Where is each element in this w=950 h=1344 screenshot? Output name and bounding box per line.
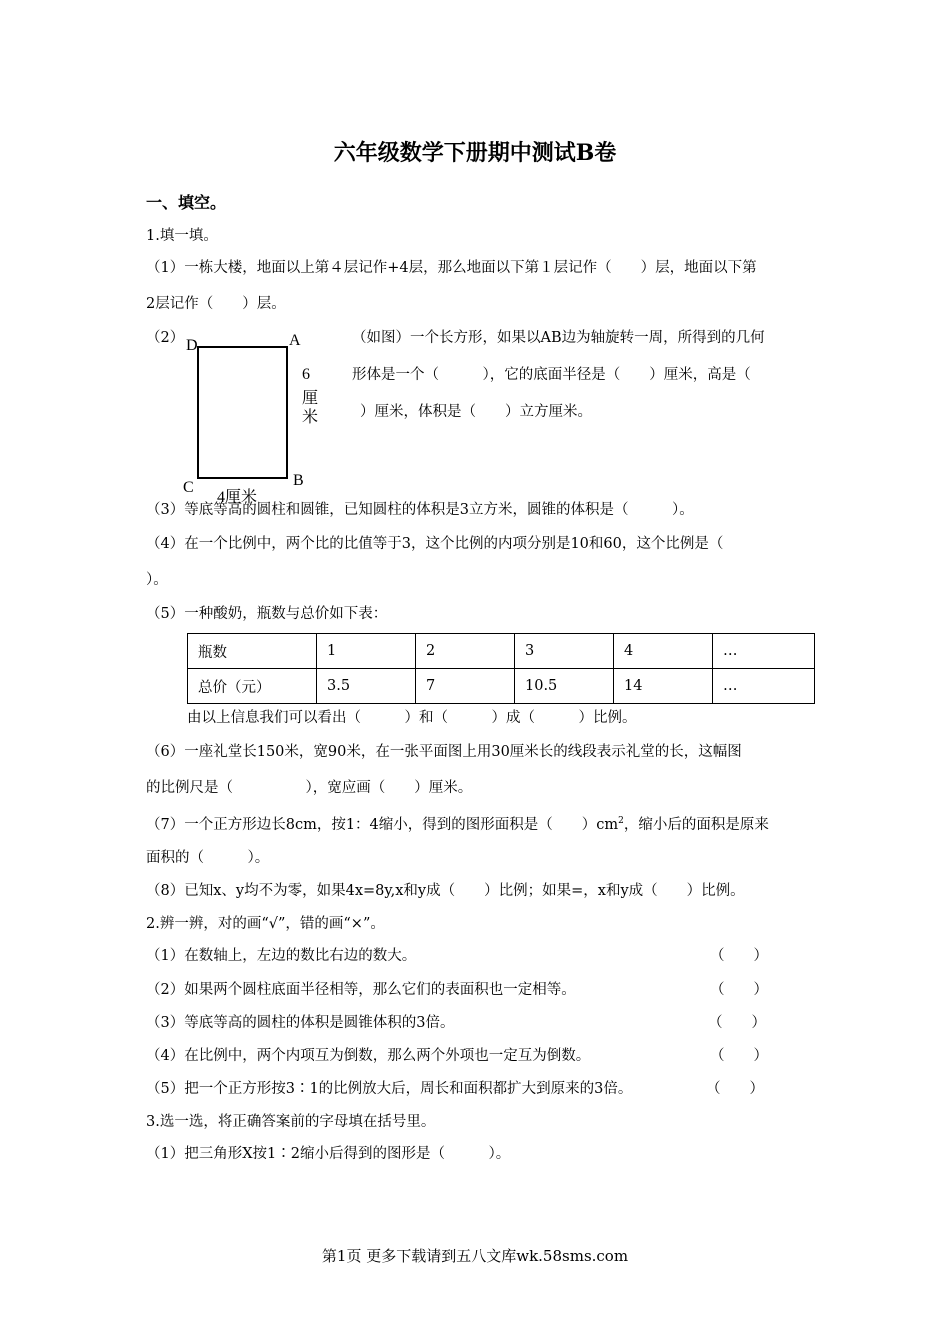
question-1-heading: 1.填一填。 bbox=[146, 228, 218, 244]
q1-part3: （3）等底等高的圆柱和圆锥，已知圆柱的体积是3立方米，圆锥的体积是（ ）。 bbox=[146, 502, 694, 518]
section-heading-fill: 一、填空。 bbox=[146, 193, 227, 212]
q1-part2-line1: （如图）一个长方形，如果以AB边为轴旋转一周，所得到的几何 bbox=[352, 330, 765, 346]
page-title: 六年级数学下册期中测试B卷 bbox=[333, 140, 617, 166]
vertex-label-b: B bbox=[293, 472, 304, 489]
table-cell: 总价（元） bbox=[188, 669, 317, 704]
side-length-unit-2: 米 bbox=[302, 409, 319, 426]
side-length-number: 6 bbox=[302, 366, 310, 383]
table-cell: 3 bbox=[515, 634, 614, 669]
question-2-heading: 2.辨一辨，对的画“√”，错的画“×”。 bbox=[146, 916, 385, 932]
q1-part4-line1: （4）在一个比例中，两个比的比值等于3，这个比例的内项分别是10和60，这个比例是（ bbox=[146, 536, 724, 552]
q1-part5: （5）一种酸奶，瓶数与总价如下表： bbox=[146, 606, 388, 622]
q1-part7-line1 bbox=[146, 811, 769, 835]
table-cell: 3.5 bbox=[317, 669, 416, 704]
q2-item-5: （5）把一个正方形按3∶1的比例放大后，周长和面积都扩大到原来的3倍。 bbox=[146, 1081, 633, 1097]
table-row bbox=[188, 669, 815, 704]
q1-part6-line2: 的比例尺是（ ），宽应画（ ）厘米。 bbox=[146, 780, 473, 796]
q2-item-4: （4）在比例中，两个内项互为倒数，那么两个外项也一定互为倒数。 bbox=[146, 1048, 591, 1064]
table-cell: 2 bbox=[416, 634, 515, 669]
page-footer: 第1页 更多下载请到五八文库wk.58sms.com bbox=[321, 1247, 629, 1265]
answer-blank: （ ） bbox=[706, 1081, 764, 1097]
table-row bbox=[188, 634, 815, 669]
question-3-heading: 3.选一选，将正确答案前的字母填在括号里。 bbox=[146, 1114, 436, 1130]
superscript: 2 bbox=[618, 816, 624, 826]
rectangle-shape bbox=[197, 346, 288, 479]
q1-part1-line2: 2层记作（ ）层。 bbox=[146, 296, 286, 312]
vertex-label-c: C bbox=[183, 479, 194, 496]
q1-part7-text-a: （7）一个正方形边长8cm，按1：4缩小，得到的图形面积是（ ）cm bbox=[146, 816, 619, 833]
table-cell: 4 bbox=[614, 634, 713, 669]
q3-part1: （1）把三角形X按1∶2缩小后得到的图形是（ ）。 bbox=[146, 1146, 511, 1162]
bottles-price-table bbox=[187, 633, 815, 704]
q1-part1-line1: （1）一栋大楼，地面以上第４层记作+4层，那么地面以下第１层记作（ ）层，地面以下第 bbox=[146, 260, 757, 276]
q1-part6-line1: （6）一座礼堂长150米，宽90米，在一张平面图上用30厘米长的线段表示礼堂的长，这幅图 bbox=[146, 744, 742, 760]
answer-blank: （ ） bbox=[710, 948, 768, 964]
q2-item-3: （3）等底等高的圆柱的体积是圆锥体积的3倍。 bbox=[146, 1015, 455, 1031]
q1-part7-text-b: ，缩小后的面积是原来 bbox=[623, 816, 769, 833]
q2-item-2: （2）如果两个圆柱底面半径相等，那么它们的表面积也一定相等。 bbox=[146, 982, 576, 998]
table-cell: 14 bbox=[614, 669, 713, 704]
q1-part2-line3: ）厘米，体积是（ ）立方厘米。 bbox=[360, 404, 592, 420]
answer-blank: （ ） bbox=[708, 1015, 766, 1031]
table-cell: 1 bbox=[317, 634, 416, 669]
q1-part7-line2: 面积的（ ）。 bbox=[146, 850, 270, 866]
table-cell: … bbox=[713, 669, 815, 704]
q2-item-1: （1）在数轴上，左边的数比右边的数大。 bbox=[146, 948, 417, 964]
q1-part4-line2: ）。 bbox=[146, 572, 168, 588]
table-cell: 7 bbox=[416, 669, 515, 704]
table-cell: … bbox=[713, 634, 815, 669]
answer-blank: （ ） bbox=[710, 1048, 768, 1064]
vertex-label-d: D bbox=[186, 337, 198, 354]
answer-blank: （ ） bbox=[710, 982, 768, 998]
q1-part5-conclusion: 由以上信息我们可以看出（ ）和（ ）成（ ）比例。 bbox=[187, 710, 637, 726]
table-cell: 10.5 bbox=[515, 669, 614, 704]
table-cell: 瓶数 bbox=[188, 634, 317, 669]
q1-part2-line2: 形体是一个（ ），它的底面半径是（ ）厘米，高是（ bbox=[352, 367, 751, 383]
q1-part2-number: （2） bbox=[146, 330, 185, 346]
q1-part8: （8）已知x、y均不为零，如果4x=8y,x和y成（ ）比例；如果=，x和y成（ ）比例。 bbox=[146, 883, 745, 899]
vertex-label-a: A bbox=[289, 332, 301, 349]
side-length-unit-1: 厘 bbox=[302, 390, 319, 407]
bottom-length-label: 4厘米 bbox=[217, 489, 258, 506]
